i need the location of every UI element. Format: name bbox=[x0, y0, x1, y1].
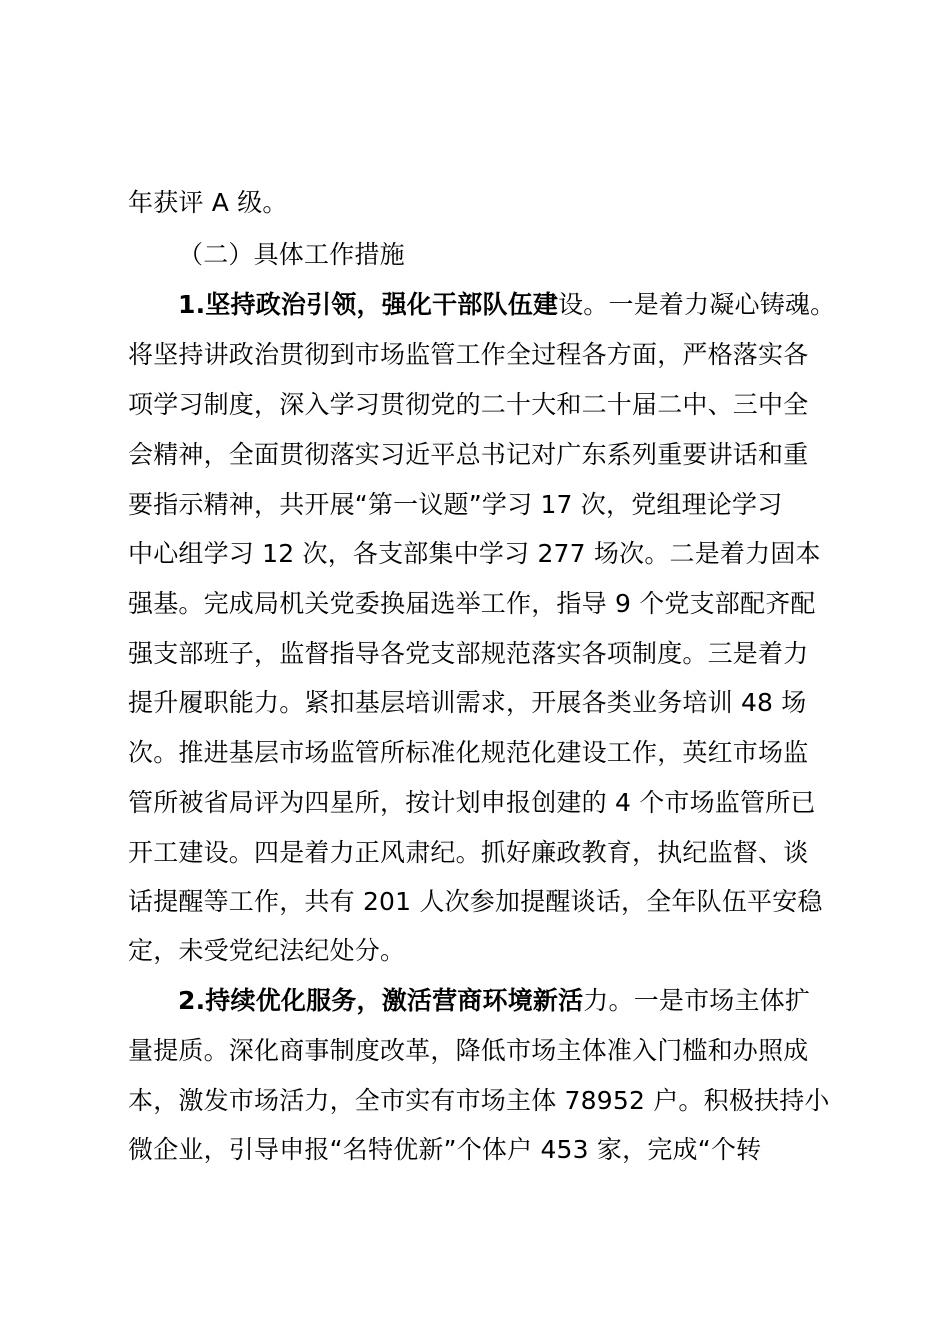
text-line: 次。推进基层市场监管所标准化规范化建设工作，英红市场监 bbox=[128, 738, 809, 767]
paragraph-heading: 2.持续优化服务，激活营商环境新活 bbox=[178, 986, 584, 1015]
paragraph-heading: 1.坚持政治引领，强化干部队伍建 bbox=[178, 290, 559, 319]
text-line: 管所被省局评为四星所，按计划申报创建的 4 个市场监管所已 bbox=[128, 788, 816, 817]
section-heading: （二）具体工作措施 bbox=[178, 240, 405, 269]
text-line: 定，未受党纪法纪处分。 bbox=[128, 936, 406, 965]
text-line: 中心组学习 12 次，各支部集中学习 277 场次。二是着力固本 bbox=[128, 539, 821, 568]
text-line: 项学习制度，深入学习贯彻党的二十大和二十届二中、三中全 bbox=[128, 390, 809, 419]
paragraph-lead-text: 设。一是着力凝心铸魂。 bbox=[558, 290, 836, 319]
text-line: 将坚持讲政治贯彻到市场监管工作全过程各方面，严格落实各 bbox=[128, 340, 809, 369]
text-line: 会精神，全面贯彻落实习近平总书记对广东系列重要讲话和重 bbox=[128, 440, 809, 469]
text-line: 要指示精神，共开展“第一议题”学习 17 次，党组理论学习 bbox=[128, 490, 783, 519]
text-line: 话提醒等工作，共有 201 人次参加提醒谈话，全年队伍平安稳 bbox=[128, 887, 823, 916]
paragraph-lead-text: 力。一是市场主体扩 bbox=[583, 986, 811, 1015]
paragraph-lead bbox=[178, 986, 810, 1016]
text-line: 开工建设。四是着力正风肃纪。抓好廉政教育，执纪监督、谈 bbox=[128, 838, 809, 867]
text-line: 微企业，引导申报“名特优新”个体户 453 家，完成“个转 bbox=[128, 1135, 762, 1164]
paragraph-lead bbox=[178, 290, 835, 320]
text-line: 本，激发市场活力，全市实有市场主体 78952 户。积极扶持小 bbox=[128, 1086, 830, 1115]
text-line: 量提质。深化商事制度改革，降低市场主体准入门槛和办照成 bbox=[128, 1036, 809, 1065]
text-line: 年获评 A 级。 bbox=[128, 188, 288, 217]
text-line: 强支部班子，监督指导各党支部规范落实各项制度。三是着力 bbox=[128, 639, 809, 668]
text-line: 强基。完成局机关党委换届选举工作，指导 9 个党支部配齐配 bbox=[128, 589, 816, 618]
text-line: 提升履职能力。紧扣基层培训需求，开展各类业务培训 48 场 bbox=[128, 688, 807, 717]
